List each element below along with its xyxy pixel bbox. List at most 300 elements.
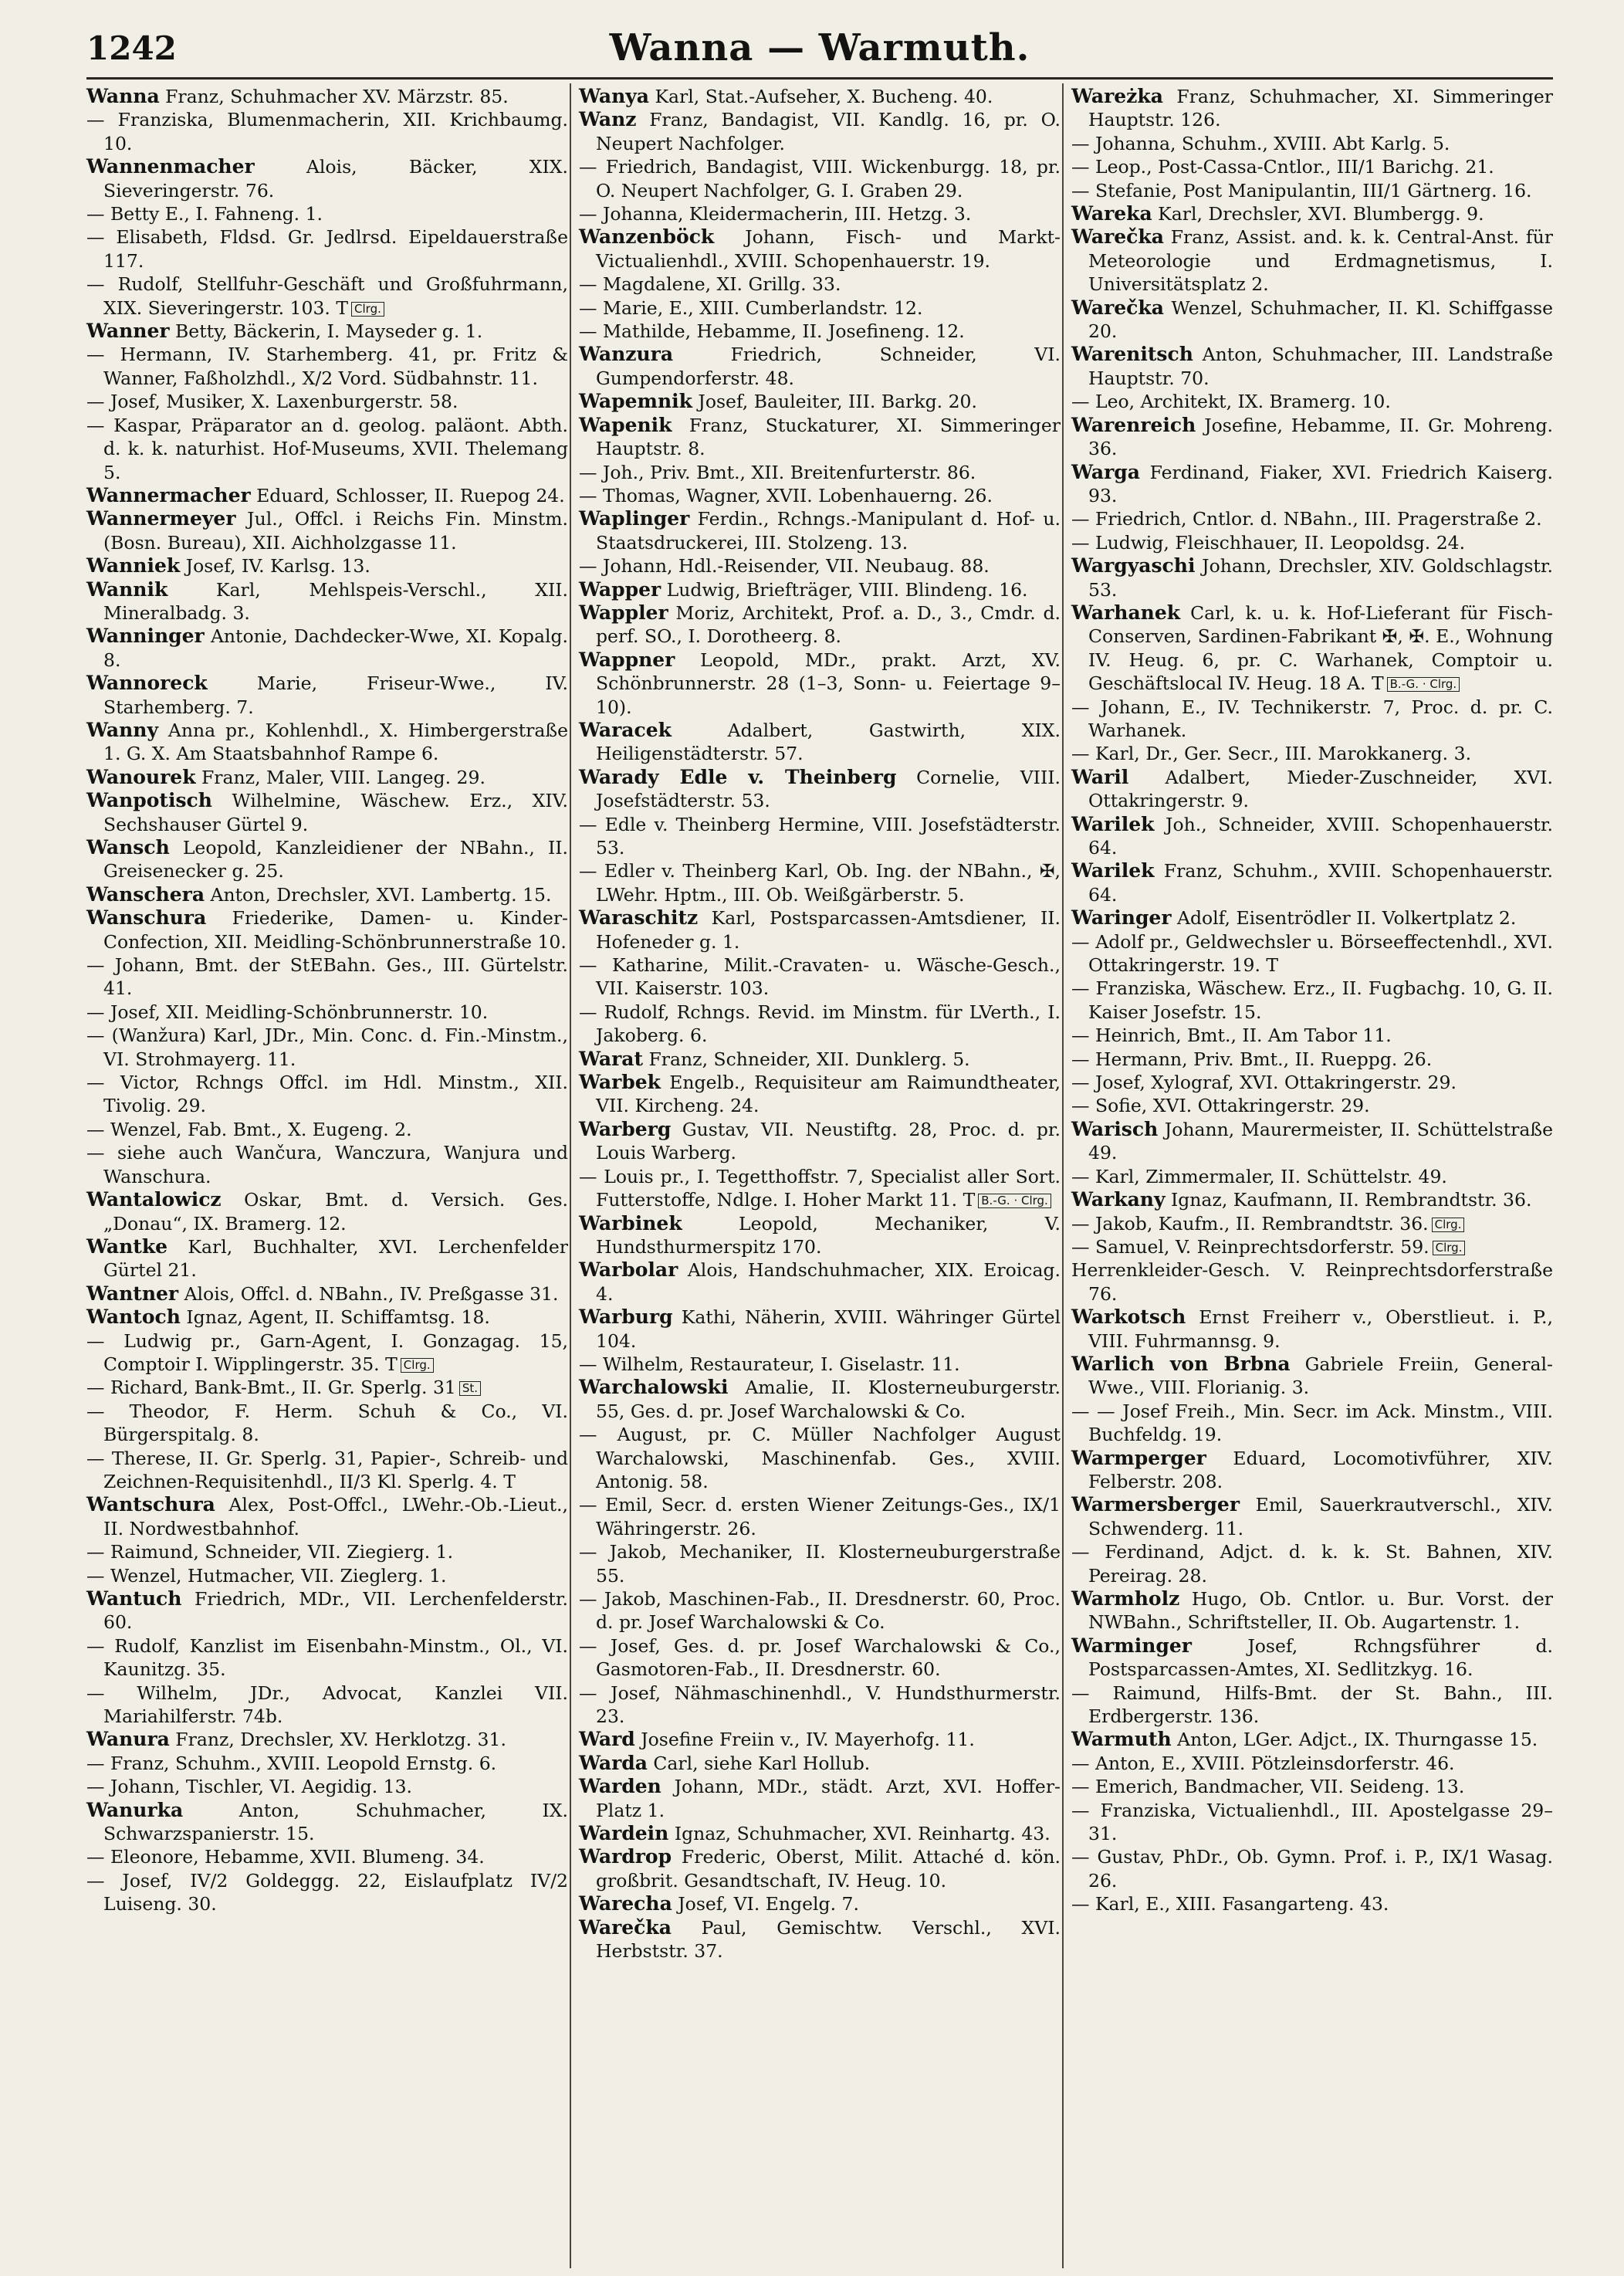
entry-text: Alois, Bäcker, XIX. Sieveringerstr. 76. xyxy=(103,156,568,202)
directory-entry xyxy=(86,1141,568,1188)
entry-text: — Therese, II. Gr. Sperlg. 31, Papier-, Schreib- und Zeichnen-Requisitenhdl., II/3 Kl. Sperlg. 4. T xyxy=(86,1447,568,1492)
directory-entry xyxy=(86,672,568,719)
directory-entry xyxy=(1071,296,1553,344)
entry-headword: Warecha xyxy=(579,1892,672,1915)
directory-entry xyxy=(1071,1493,1553,1540)
entry-text: Wilhelmine, Wäschew. Erz., XIV. Sechshauser Gürtel 9. xyxy=(103,790,568,835)
entry-headword: Wanura xyxy=(86,1728,170,1751)
membership-badge: B.-G. · Clrg. xyxy=(978,1194,1051,1208)
directory-entry xyxy=(1071,1634,1553,1682)
directory-entry xyxy=(1071,1540,1553,1587)
entry-headword: Warchalowski xyxy=(579,1376,729,1399)
entry-text: Franz, Maler, VIII. Langeg. 29. xyxy=(195,766,486,788)
directory-entry xyxy=(1071,1258,1553,1306)
entry-headword: Warmholz xyxy=(1071,1587,1180,1610)
directory-entry xyxy=(86,1306,568,1329)
entry-text: — Josef, Ges. d. pr. Josef Warchalowski & Co., Gasmotoren-Fab., II. Dresdnerstr. 60. xyxy=(579,1634,1061,1681)
entry-text: — Edle v. Theinberg Hermine, VIII. Josefstädterstr. 53. xyxy=(579,813,1061,859)
directory-entry xyxy=(579,1118,1061,1165)
directory-entry xyxy=(1071,1024,1553,1047)
entry-text: Kathi, Näherin, XVIII. Währinger Gürtel 104. xyxy=(596,1306,1061,1352)
entry-text: — Kaspar, Präparator an d. geolog. paläont. Abth. d. k. k. naturhist. Hof-Museums, XVII. Thelemang 5. xyxy=(86,414,568,483)
entry-text: — (Wanžura) Karl, JDr., Min. Conc. d. Fin.-Minstm., VI. Strohmayerg. 11. xyxy=(86,1025,568,1070)
entry-text: Moriz, Architekt, Prof. a. D., 3., Cmdr. d. perf. SO., I. Dorotheerg. 8. xyxy=(596,601,1061,648)
directory-entry xyxy=(86,1188,568,1235)
directory-entry xyxy=(86,1024,568,1071)
directory-entry xyxy=(86,1493,568,1540)
entry-headword: Wannoreck xyxy=(86,672,208,695)
directory-entry xyxy=(86,1235,568,1282)
directory-entry xyxy=(86,836,568,883)
entry-text: — Stefanie, Post Manipulantin, III/1 Gärtnerg. 16. xyxy=(1071,179,1532,202)
directory-entry xyxy=(579,1728,1061,1751)
entry-text: Franz, Schuhmacher, XI. Simmeringer Hauptstr. 126. xyxy=(1088,86,1553,131)
entry-headword: Warečka xyxy=(579,1915,672,1939)
entry-headword: Wantner xyxy=(86,1282,179,1305)
entry-text: Ignaz, Agent, II. Schiffamtsg. 18. xyxy=(180,1306,490,1329)
membership-badge: B.-G. · Clrg. xyxy=(1387,677,1460,692)
directory-entry xyxy=(86,1071,568,1118)
directory-entry xyxy=(1071,1071,1553,1094)
entry-headword: Wannermeyer xyxy=(86,507,236,530)
directory-entry xyxy=(86,625,568,672)
entry-headword: Wappner xyxy=(579,648,675,671)
entry-headword: Waringer xyxy=(1071,906,1172,930)
directory-entry xyxy=(579,1423,1061,1493)
directory-entry xyxy=(579,1048,1061,1071)
directory-entry xyxy=(86,155,568,202)
directory-entry xyxy=(1071,696,1553,743)
entry-headword: Warečka xyxy=(1071,225,1164,249)
entry-text: Ignaz, Schuhmacher, XVI. Reinhartg. 43. xyxy=(668,1823,1051,1845)
column-divider xyxy=(1062,83,1064,2268)
directory-entry xyxy=(1071,202,1553,225)
entry-text: Franz, Schuhmacher XV. Märzstr. 85. xyxy=(159,86,509,107)
column-1 xyxy=(86,85,568,1916)
entry-text: — Rudolf, Kanzlist im Eisenbahn-Minstm., Ol., VI. Kaunitzg. 35. xyxy=(86,1634,568,1681)
entry-headword: Wannik xyxy=(86,577,168,601)
entry-headword: Warečka xyxy=(1071,296,1164,319)
entry-text: Antonie, Dachdecker-Wwe, XI. Kopalg. 8. xyxy=(103,625,568,671)
entry-headword: Wanna xyxy=(86,85,160,107)
directory-entry xyxy=(579,202,1061,225)
entry-text: — Adolf pr., Geldwechsler u. Börseeffectenhdl., XVI. Ottakringerstr. 19. T xyxy=(1071,930,1553,977)
directory-entry xyxy=(579,461,1061,484)
entry-text: Josef, VI. Engelg. 7. xyxy=(672,1893,859,1915)
entry-headword: Wareka xyxy=(1071,202,1152,225)
entry-text: Josef, Bauleiter, III. Barkg. 20. xyxy=(692,391,977,413)
entry-text: — Katharine, Milit.-Cravaten- u. Wäsche-Gesch., VII. Kaiserstr. 103. xyxy=(579,954,1061,1000)
page-number: 1242 xyxy=(86,29,177,67)
directory-entry xyxy=(86,202,568,225)
entry-text: — — Josef Freih., Min. Secr. im Ack. Minstm., VIII. Buchfeldg. 19. xyxy=(1071,1400,1553,1446)
entry-text: Wenzel, Schuhmacher, II. Kl. Schiffgasse 20. xyxy=(1088,296,1553,343)
entry-headword: Wanzura xyxy=(579,343,674,366)
entry-headword: Warlich von Brbna xyxy=(1071,1352,1291,1375)
entry-headword: Wapenik xyxy=(579,413,672,436)
directory-entry xyxy=(86,1682,568,1729)
membership-badge: Clrg. xyxy=(1432,1218,1465,1232)
entry-text: Josef, Rchngsführer d. Postsparcassen-Amtes, XI. Sedlitzkyg. 16. xyxy=(1088,1634,1553,1681)
directory-entry xyxy=(579,1071,1061,1118)
entry-headword: Wanny xyxy=(86,718,158,741)
entry-text: — Louis pr., I. Tegetthoffstr. 7, Specialist aller Sort. Futterstoffe, Ndlge. I. Hoher Markt 11. T xyxy=(579,1165,1061,1211)
entry-text: Franz, Drechsler, XV. Herklotzg. 31. xyxy=(169,1729,506,1751)
entry-headword: Wannenmacher xyxy=(86,155,255,178)
directory-entry xyxy=(579,1682,1061,1729)
entry-text: Ferdin., Rchngs.-Manipulant d. Hof- u. Staatsdruckerei, III. Stolzeng. 13. xyxy=(596,508,1061,554)
entry-text: Franz, Stuckaturer, XI. Simmeringer Hauptstr. 8. xyxy=(596,414,1061,460)
entry-headword: Wanschura xyxy=(86,906,207,930)
entry-text: Carl, k. u. k. Hof-Lieferant für Fisch-Conserven, Sardinen-Fabrikant ✠, ✠. E., Wohnung IV. Heug. 6, pr. C. Warhanek, Comptoir u. Geschäftslocal IV. Heug. 18 A. T xyxy=(1088,601,1553,695)
directory-entry xyxy=(86,1400,568,1447)
directory-entry xyxy=(1071,132,1553,155)
directory-entry xyxy=(579,1493,1061,1540)
directory-entry xyxy=(1071,1094,1553,1117)
directory-entry xyxy=(1071,1799,1553,1846)
entry-headword: Warmuth xyxy=(1071,1728,1172,1751)
directory-entry xyxy=(86,1752,568,1775)
directory-entry xyxy=(86,225,568,273)
entry-text: — Eleonore, Hebamme, XVII. Blumeng. 34. xyxy=(86,1846,485,1868)
entry-text: — Josef, XII. Meidling-Schönbrunnerstr. 10. xyxy=(86,1001,489,1023)
directory-entry xyxy=(86,554,568,577)
entry-text: Franz, Bandagist, VII. Kandlg. 16, pr. O. Neupert Nachfolger. xyxy=(596,109,1061,154)
entry-text: — Edler v. Theinberg Karl, Ob. Ing. der NBahn., ✠, LWehr. Hptm., III. Ob. Weißgärberstr. 5. xyxy=(579,860,1061,906)
entry-headword: Waril xyxy=(1071,765,1129,788)
entry-headword: Warkotsch xyxy=(1071,1306,1186,1329)
entry-text: Anton, Schuhmacher, III. Landstraße Hauptstr. 70. xyxy=(1088,344,1553,389)
directory-entry xyxy=(579,1752,1061,1775)
entry-text: — Richard, Bank-Bmt., II. Gr. Sperlg. 31 xyxy=(86,1377,456,1399)
entry-headword: Warmperger xyxy=(1071,1446,1206,1469)
directory-entry xyxy=(86,1540,568,1563)
entry-text: Josefine, Hebamme, II. Gr. Mohreng. 36. xyxy=(1088,414,1553,460)
directory-entry xyxy=(579,906,1061,953)
directory-entry xyxy=(579,273,1061,296)
directory-entry xyxy=(579,414,1061,461)
entry-text: Anton, Schuhmacher, IX. Schwarzspanierstr. 15. xyxy=(103,1799,568,1845)
directory-entry xyxy=(86,414,568,484)
directory-entry xyxy=(86,766,568,789)
directory-entry xyxy=(86,320,568,343)
entry-headword: Warbinek xyxy=(579,1211,682,1235)
entry-headword: Wanourek xyxy=(86,765,196,788)
entry-text: — Josef, Musiker, X. Laxenburgerstr. 58. xyxy=(86,391,458,413)
entry-text: Karl, Postsparcassen-Amtsdiener, II. Hofeneder g. 1. xyxy=(596,907,1061,953)
directory-entry xyxy=(579,1892,1061,1915)
entry-headword: Warenitsch xyxy=(1071,343,1193,366)
entry-text: Leopold, Mechaniker, V. Hundsthurmerspitz 170. xyxy=(596,1212,1061,1258)
entry-text: Anton, Drechsler, XVI. Lambertg. 15. xyxy=(205,883,552,906)
directory-entry xyxy=(1071,766,1553,813)
entry-text: — Rudolf, Stellfuhr-Geschäft und Großfuhrmann, XIX. Sieveringerstr. 103. T xyxy=(86,273,568,319)
entry-headword: Warden xyxy=(579,1775,661,1798)
entry-text: — Karl, Dr., Ger. Secr., III. Marokkanerg. 3. xyxy=(1071,743,1472,765)
entry-text: — Franziska, Blumenmacherin, XII. Krichbaumg. 10. xyxy=(86,109,568,154)
directory-entry xyxy=(86,1799,568,1846)
directory-entry xyxy=(1071,601,1553,696)
entry-text: — Wenzel, Hutmacher, VII. Zieglerg. 1. xyxy=(86,1564,447,1587)
entry-headword: Warbolar xyxy=(579,1258,678,1282)
directory-entry xyxy=(579,601,1061,649)
entry-text: — Raimund, Hilfs-Bmt. der St. Bahn., III. Erdbergerstr. 136. xyxy=(1071,1682,1553,1728)
entry-headword: Warenreich xyxy=(1071,413,1196,436)
entry-text: — Leop., Post-Cassa-Cntlor., III/1 Barichg. 21. xyxy=(1071,156,1494,178)
entry-headword: Wardrop xyxy=(579,1845,672,1868)
directory-entry xyxy=(86,789,568,836)
entry-text: Alois, Offcl. d. NBahn., IV. Preßgasse 31. xyxy=(178,1282,559,1305)
entry-text: Adalbert, Gastwirth, XIX. Heiligenstädterstr. 57. xyxy=(596,719,1061,765)
directory-entry xyxy=(579,296,1061,320)
directory-entry xyxy=(579,859,1061,906)
entry-headword: Warhanek xyxy=(1071,601,1181,624)
entry-headword: Waraschitz xyxy=(579,906,699,930)
entry-headword: Wapper xyxy=(579,577,661,601)
entry-headword: Waracek xyxy=(579,718,672,741)
entry-headword: Wantalowicz xyxy=(86,1188,222,1211)
entry-headword: Warilek xyxy=(1071,859,1155,882)
entry-text: Friedrich, Schneider, VI. Gumpendorferstr. 48. xyxy=(596,344,1061,389)
entry-text: — Rudolf, Rchngs. Revid. im Minstm. für LVerth., I. Jakoberg. 6. xyxy=(579,1001,1061,1047)
directory-entry xyxy=(1071,1587,1553,1634)
entry-headword: Wareżka xyxy=(1071,85,1163,107)
directory-entry xyxy=(86,578,568,625)
directory-entry xyxy=(86,85,568,108)
directory-entry xyxy=(579,1258,1061,1306)
entry-headword: Ward xyxy=(579,1728,635,1751)
directory-entry xyxy=(86,1775,568,1798)
entry-text: — Hermann, IV. Starhemberg. 41, pr. Fritz & Wanner, Faßholzhdl., X/2 Vord. Südbahnstr. 11. xyxy=(86,344,568,389)
entry-text: Karl, Stat.-Aufseher, X. Bucheng. 40. xyxy=(649,86,993,107)
entry-text: Frederic, Oberst, Milit. Attaché d. kön. großbrit. Gesandtschaft, IV. Heug. 10. xyxy=(596,1846,1061,1892)
entry-text: Amalie, II. Klosterneuburgerstr. 55, Ges. d. pr. Josef Warchalowski & Co. xyxy=(596,1377,1061,1422)
directory-entry xyxy=(579,484,1061,507)
directory-entry xyxy=(1071,390,1553,413)
entry-headword: Wapemnik xyxy=(579,390,692,413)
entry-text: — Josef, IV/2 Goldeggg. 22, Eislaufplatz IV/2 Luiseng. 30. xyxy=(86,1869,568,1915)
directory-entry xyxy=(1071,1400,1553,1447)
entry-headword: Warbek xyxy=(579,1071,661,1094)
directory-entry xyxy=(86,273,568,320)
directory-entry xyxy=(579,1634,1061,1682)
entry-text: — Ludwig, Fleischhauer, II. Leopoldsg. 24. xyxy=(1071,531,1466,554)
header-rule xyxy=(86,77,1553,80)
entry-text: Franz, Schuhm., XVIII. Schopenhauerstr. 64. xyxy=(1088,860,1553,906)
directory-entry xyxy=(86,1728,568,1751)
entry-text: — Ferdinand, Adjct. d. k. k. St. Bahnen, XIV. Pereirag. 28. xyxy=(1071,1541,1553,1587)
directory-entry xyxy=(86,1001,568,1024)
directory-entry xyxy=(1071,1118,1553,1165)
entry-text: — Thomas, Wagner, XVII. Lobenhauerng. 26. xyxy=(579,484,993,506)
directory-entry xyxy=(86,1845,568,1868)
entry-headword: Warisch xyxy=(1071,1117,1159,1140)
entry-text: Anton, LGer. Adjct., IX. Thurngasse 15. xyxy=(1171,1729,1538,1751)
entry-text: — Franziska, Wäschew. Erz., II. Fugbachg. 10, G. II. Kaiser Josefstr. 15. xyxy=(1071,977,1553,1023)
directory-entry xyxy=(579,1306,1061,1353)
directory-entry xyxy=(86,1634,568,1682)
directory-entry xyxy=(86,108,568,155)
directory-entry xyxy=(86,1869,568,1916)
directory-entry xyxy=(86,719,568,766)
entry-headword: Wantoch xyxy=(86,1306,181,1329)
directory-entry xyxy=(579,85,1061,108)
entry-text: — Wilhelm, Restaurateur, I. Giselastr. 11. xyxy=(579,1353,960,1375)
entry-headword: Wanniek xyxy=(86,554,181,577)
entry-text: — Friedrich, Bandagist, VIII. Wickenburgg. 18, pr. O. Neupert Nachfolger, G. I. Graben 29. xyxy=(579,156,1061,202)
entry-text: Anna pr., Kohlenhdl., X. Himbergerstraße 1. G. X. Am Staatsbahnhof Rampe 6. xyxy=(103,719,568,765)
directory-entry xyxy=(86,1376,568,1399)
entry-text: Carl, siehe Karl Hollub. xyxy=(647,1752,871,1774)
directory-entry xyxy=(579,1165,1061,1212)
directory-entry xyxy=(86,390,568,413)
directory-entry xyxy=(1071,155,1553,178)
entry-text: Paul, Gemischtw. Verschl., XVI. Herbststr. 37. xyxy=(596,1916,1061,1963)
directory-entry xyxy=(1071,1682,1553,1729)
entry-text: — Josef, Nähmaschinenhdl., V. Hundsthurmerstr. 23. xyxy=(579,1682,1061,1728)
entry-headword: Warberg xyxy=(579,1117,672,1140)
entry-text: Gustav, VII. Neustiftg. 28, Proc. d. pr. Louis Warberg. xyxy=(596,1118,1061,1164)
membership-badge: St. xyxy=(459,1381,481,1396)
directory-entry xyxy=(1071,1235,1553,1258)
entry-text: — Johann, Bmt. der StEBahn. Ges., III. Gürtelstr. 41. xyxy=(86,954,568,1000)
entry-text: — siehe auch Wančura, Wanczura, Wanjura und Wanschura. xyxy=(86,1142,568,1187)
directory-entry xyxy=(1071,507,1553,530)
directory-entry xyxy=(1071,461,1553,508)
entry-headword: Warmersberger xyxy=(1071,1493,1240,1516)
entry-text: — Joh., Priv. Bmt., XII. Breitenfurterstr. 86. xyxy=(579,461,976,483)
column-3 xyxy=(1071,85,1553,1916)
entry-text: Cornelie, VIII. Josefstädterstr. 53. xyxy=(596,766,1061,812)
entry-headword: Wantschura xyxy=(86,1493,215,1516)
entry-text: Eduard, Schlosser, II. Ruepog 24. xyxy=(250,484,565,506)
entry-text: Joh., Schneider, XVIII. Schopenhauerstr. 64. xyxy=(1088,813,1553,859)
entry-text: Karl, Buchhalter, XVI. Lerchenfelder Gürtel 21. xyxy=(103,1235,568,1282)
entry-text: Jul., Offcl. i Reichs Fin. Minstm. (Bosn. Bureau), XII. Aichholzgasse 11. xyxy=(103,508,568,554)
entry-text: — Anton, E., XVIII. Pötzleinsdorferstr. 46. xyxy=(1071,1752,1455,1774)
entry-headword: Wanner xyxy=(86,320,170,343)
column-divider xyxy=(570,83,571,2268)
entry-text: — Hermann, Priv. Bmt., II. Rueppg. 26. xyxy=(1071,1048,1433,1070)
entry-headword: Wanz xyxy=(579,108,637,131)
directory-entry xyxy=(579,1587,1061,1634)
directory-entry xyxy=(579,390,1061,413)
entry-text: Karl, Mehlspeis-Verschl., XII. Mineralbadg. 3. xyxy=(103,578,568,624)
directory-entry xyxy=(579,1540,1061,1587)
entry-text: Johann, Fisch- und Markt-Victualienhdl., XVIII. Schopenhauerstr. 19. xyxy=(596,226,1061,272)
directory-entry xyxy=(579,108,1061,155)
entry-text: Hugo, Ob. Cntlor. u. Bur. Vorst. der NWBahn., Schriftsteller, II. Ob. Augartenstr. 1. xyxy=(1088,1588,1553,1634)
directory-entry xyxy=(1071,742,1553,765)
entry-text: — Jakob, Maschinen-Fab., II. Dresdnerstr. 60, Proc. d. pr. Josef Warchalowski & Co. xyxy=(579,1588,1061,1634)
entry-text: Eduard, Locomotivführer, XIV. Felberstr. 208. xyxy=(1088,1447,1553,1492)
entry-text: — Wenzel, Fab. Bmt., X. Eugeng. 2. xyxy=(86,1118,412,1140)
entry-text: Johann, MDr., städt. Arzt, XVI. Hoffer-Platz 1. xyxy=(596,1776,1061,1821)
entry-text: Ludwig, Briefträger, VIII. Blindeng. 16. xyxy=(661,578,1028,601)
entry-text: Josef, IV. Karlsg. 13. xyxy=(180,555,370,577)
entry-text: Franz, Assist. and. k. k. Central-Anst. für Meteorologie und Erdmagnetismus, I. Universitätsplatz 2. xyxy=(1088,226,1553,296)
entry-text: Adalbert, Mieder-Zuschneider, XVI. Ottakringerstr. 9. xyxy=(1088,766,1553,812)
directory-entry xyxy=(1071,977,1553,1024)
directory-entry xyxy=(579,343,1061,390)
directory-entry xyxy=(1071,414,1553,461)
entry-text: Leopold, MDr., prakt. Arzt, XV. Schönbrunnerstr. 28 (1–3, Sonn- u. Feiertage 9–10). xyxy=(596,649,1061,718)
directory-entry xyxy=(86,883,568,906)
directory-entry xyxy=(1071,1892,1553,1915)
entry-text: Johann, Drechsler, XIV. Goldschlagstr. 53. xyxy=(1088,555,1553,601)
directory-entry xyxy=(1071,1306,1553,1353)
entry-text: — Johann, Tischler, VI. Aegidig. 13. xyxy=(86,1776,413,1798)
directory-entry xyxy=(86,484,568,507)
directory-entry xyxy=(579,578,1061,601)
entry-text: — Jakob, Kaufm., II. Rembrandtstr. 36. xyxy=(1071,1212,1429,1235)
entry-headword: Wantke xyxy=(86,1235,168,1258)
entry-text: Leopold, Kanzleidiener der NBahn., II. Greisenecker g. 25. xyxy=(103,837,568,882)
entry-text: Ignaz, Kaufmann, II. Rembrandtstr. 36. xyxy=(1165,1189,1532,1211)
entry-text: — Franz, Schuhm., XVIII. Leopold Ernstg. 6. xyxy=(86,1752,497,1774)
entry-text: Alex, Post-Offcl., LWehr.-Ob.-Lieut., II. Nordwestbahnhof. xyxy=(103,1494,568,1539)
directory-entry xyxy=(1071,1752,1553,1775)
membership-badge: Clrg. xyxy=(1433,1241,1466,1255)
directory-entry xyxy=(579,766,1061,813)
directory-entry xyxy=(1071,225,1553,296)
entry-text: — Elisabeth, Fldsd. Gr. Jedlrsd. Eipeldauerstraße 117. xyxy=(86,226,568,272)
directory-entry xyxy=(579,1353,1061,1376)
directory-entry xyxy=(579,1822,1061,1845)
entry-text: Herrenkleider-Gesch. V. Reinprechtsdorferstraße 76. xyxy=(1071,1259,1553,1305)
entry-headword: Wargyaschi xyxy=(1071,554,1196,577)
entry-text: — Magdalene, XI. Grillg. 33. xyxy=(579,273,841,296)
directory-entry xyxy=(86,1118,568,1141)
entry-headword: Warilek xyxy=(1071,812,1155,835)
entry-headword: Warburg xyxy=(579,1306,673,1329)
entry-text: — Betty E., I. Fahneng. 1. xyxy=(86,203,323,225)
directory-entry xyxy=(579,649,1061,719)
entry-text: Ferdinand, Fiaker, XVI. Friedrich Kaiserg. 93. xyxy=(1088,461,1553,506)
entry-text: Friedrich, MDr., VII. Lerchenfelderstr. 60. xyxy=(103,1588,568,1634)
directory-entry xyxy=(1071,179,1553,202)
entry-headword: Warat xyxy=(579,1047,644,1070)
directory-entry xyxy=(579,225,1061,273)
entry-text: — Jakob, Mechaniker, II. Klosterneuburgerstraße 55. xyxy=(579,1541,1061,1587)
entry-text: Johann, Maurermeister, II. Schüttelstraße 49. xyxy=(1088,1118,1553,1164)
directory-entry xyxy=(579,554,1061,577)
entry-text: — Franziska, Victualienhdl., III. Apostelgasse 29–31. xyxy=(1071,1799,1553,1845)
directory-entry xyxy=(579,320,1061,343)
entry-headword: Wanpotisch xyxy=(86,789,212,812)
directory-entry xyxy=(579,1775,1061,1822)
directory-entry xyxy=(1071,1212,1553,1235)
directory-entry xyxy=(579,1001,1061,1048)
entry-text: Adolf, Eisentrödler II. Volkertplatz 2. xyxy=(1171,907,1517,930)
entry-text: — Marie, E., XIII. Cumberlandstr. 12. xyxy=(579,296,923,319)
entry-text: Friederike, Damen- u. Kinder-Confection, XII. Meidling-Schönbrunnerstraße 10. xyxy=(103,907,568,953)
entry-headword: Wantuch xyxy=(86,1587,182,1610)
entry-text: — Johanna, Schuhm., XVIII. Abt Karlg. 5. xyxy=(1071,132,1450,154)
entry-text: — Karl, Zimmermaler, II. Schüttelstr. 49. xyxy=(1071,1165,1447,1187)
directory-entry xyxy=(579,1212,1061,1259)
directory-entry xyxy=(1071,1165,1553,1188)
entry-text: Betty, Bäckerin, I. Mayseder g. 1. xyxy=(169,320,483,343)
entry-text: — August, pr. C. Müller Nachfolger August Warchalowski, Maschinenfab. Ges., XVIII. Antonig. 58. xyxy=(579,1424,1061,1492)
directory-entry xyxy=(579,1845,1061,1892)
directory-entry xyxy=(1071,906,1553,930)
directory-entry xyxy=(579,507,1061,554)
directory-entry xyxy=(1071,1845,1553,1892)
entry-headword: Waplinger xyxy=(579,507,690,530)
entry-text: — Johanna, Kleidermacherin, III. Hetzg. 3. xyxy=(579,203,972,225)
directory-entry xyxy=(1071,1353,1553,1400)
